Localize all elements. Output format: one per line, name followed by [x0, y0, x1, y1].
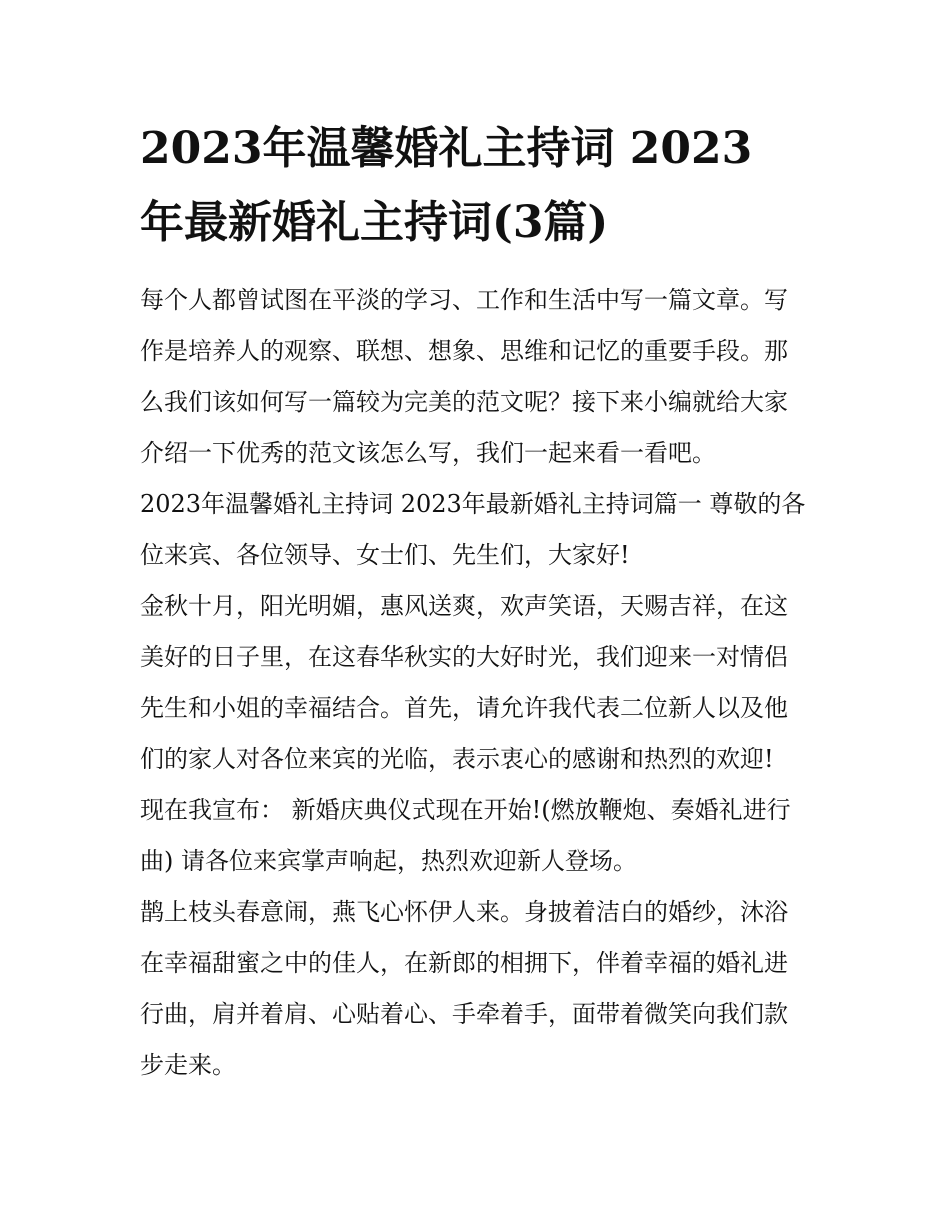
- body-line: 介绍一下优秀的范文该怎么写，我们一起来看一看吧。: [140, 439, 716, 467]
- body-line: 们的家人对各位来宾的光临，表示衷心的感谢和热烈的欢迎!: [140, 745, 774, 773]
- body-line: 鹊上枝头春意闹，燕飞心怀伊人来。身披着洁白的婚纱，沐浴: [140, 898, 788, 926]
- body-line: 每个人都曾试图在平淡的学习、工作和生活中写一篇文章。写: [140, 286, 788, 314]
- title-line: 年最新婚礼主持词(3篇): [140, 197, 609, 248]
- body-line: 么我们该如何写一篇较为完美的范文呢？接下来小编就给大家: [140, 388, 788, 416]
- document-title: [140, 112, 820, 260]
- title-line: 2023年温馨婚礼主持词 2023: [140, 123, 753, 174]
- body-line: 2023年温馨婚礼主持词 2023年最新婚礼主持词篇一 尊敬的各: [140, 490, 806, 518]
- body-line: 步走来。: [140, 1051, 236, 1079]
- body-line: 作是培养人的观察、联想、想象、思维和记忆的重要手段。那: [140, 337, 788, 365]
- body-line: 金秋十月，阳光明媚，惠风送爽，欢声笑语，天赐吉祥，在这: [140, 592, 788, 620]
- body-line: 美好的日子里，在这春华秋实的大好时光，我们迎来一对情侣: [140, 643, 788, 671]
- body-line: 先生和小姐的幸福结合。首先，请允许我代表二位新人以及他: [140, 694, 788, 722]
- body-line: 行曲，肩并着肩、心贴着心、手牵着手，面带着微笑向我们款: [140, 1000, 788, 1028]
- document-body: [140, 275, 820, 1091]
- body-line: 现在我宣布： 新婚庆典仪式现在开始!(燃放鞭炮、奏婚礼进行: [140, 796, 791, 824]
- body-line: 在幸福甜蜜之中的佳人，在新郎的相拥下，伴着幸福的婚礼进: [140, 949, 788, 977]
- body-line: 曲) 请各位来宾掌声响起，热烈欢迎新人登场。: [140, 847, 637, 875]
- body-line: 位来宾、各位领导、女士们、先生们，大家好!: [140, 541, 630, 569]
